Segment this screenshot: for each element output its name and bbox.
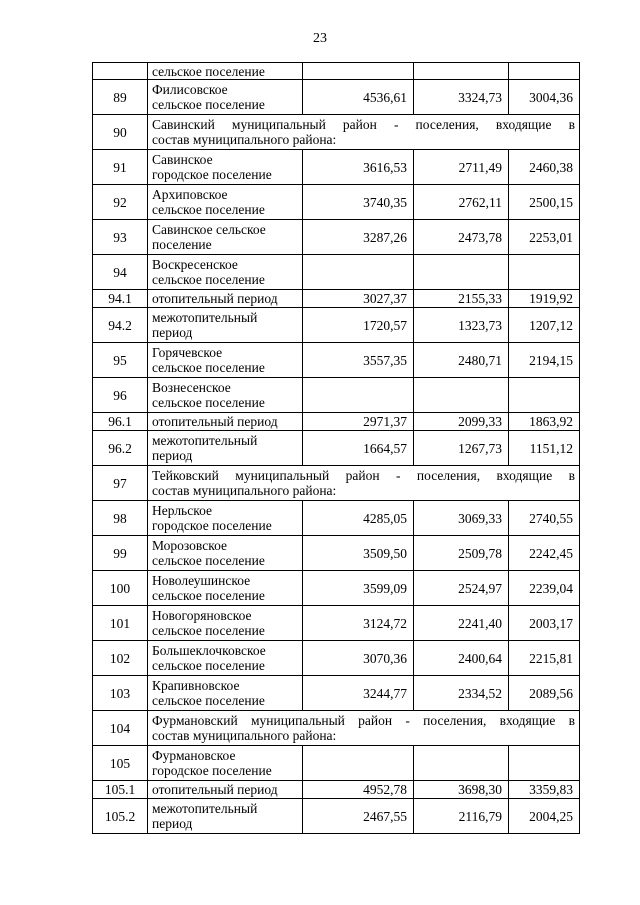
table-row <box>93 150 580 185</box>
row-number: 99 <box>93 536 148 571</box>
table-row <box>93 290 580 308</box>
value-cell-v3: 2004,25 <box>509 799 580 834</box>
row-number: 94.2 <box>93 308 148 343</box>
settlement-name-line: Крапивновское <box>152 678 240 693</box>
value-cell-v1: 2467,55 <box>303 799 414 834</box>
table-row <box>93 308 580 343</box>
value-cell-v1: 2971,37 <box>303 413 414 431</box>
row-number: 89 <box>93 80 148 115</box>
value-cell-v2: 2400,64 <box>414 641 509 676</box>
settlement-name-line: сельское поселение <box>152 395 265 410</box>
value-cell-v1: 4952,78 <box>303 781 414 799</box>
district-heading <box>148 711 580 746</box>
table-row <box>93 63 580 80</box>
value-cell-v3: 2215,81 <box>509 641 580 676</box>
settlement-name-line: городское поселение <box>152 518 272 533</box>
settlement-name-line: сельское поселение <box>152 623 265 638</box>
table-row <box>93 746 580 781</box>
row-number: 105.2 <box>93 799 148 834</box>
table-row <box>93 501 580 536</box>
settlement-name <box>148 431 303 466</box>
value-cell-v3: 1919,92 <box>509 290 580 308</box>
value-cell-v3: 1151,12 <box>509 431 580 466</box>
value-cell-v2: 2241,40 <box>414 606 509 641</box>
value-cell-v2: 2155,33 <box>414 290 509 308</box>
settlement-name-line: Архиповское <box>152 187 228 202</box>
settlement-name-line: сельское поселение <box>152 588 265 603</box>
row-number: 105 <box>93 746 148 781</box>
value-cell-v3: 1863,92 <box>509 413 580 431</box>
row-number: 98 <box>93 501 148 536</box>
table-row <box>93 606 580 641</box>
row-number: 96 <box>93 378 148 413</box>
district-heading-line: состав муниципального района: <box>152 132 337 147</box>
district-heading <box>148 466 580 501</box>
settlement-name-line: городское поселение <box>152 763 272 778</box>
settlement-name-line: отопительный период <box>152 414 278 429</box>
table-row <box>93 711 580 746</box>
value-cell-v1 <box>303 63 414 80</box>
value-cell-v2 <box>414 63 509 80</box>
settlement-name <box>148 781 303 799</box>
value-cell-v1: 4536,61 <box>303 80 414 115</box>
settlement-name-line: сельское поселение <box>152 202 265 217</box>
settlement-name-line: Нерльское <box>152 503 212 518</box>
settlement-name <box>148 220 303 255</box>
settlement-name-line: Фурмановское <box>152 748 236 763</box>
settlement-name <box>148 255 303 290</box>
settlement-name <box>148 571 303 606</box>
row-number: 91 <box>93 150 148 185</box>
settlement-name <box>148 606 303 641</box>
settlement-name-line: межотопительный <box>152 310 258 325</box>
settlement-name-line: Морозовское <box>152 538 227 553</box>
value-cell-v2 <box>414 746 509 781</box>
settlement-name-line: Савинское сельское <box>152 222 266 237</box>
settlement-name <box>148 799 303 834</box>
value-cell-v2: 2480,71 <box>414 343 509 378</box>
settlement-name-line: сельское поселение <box>152 360 265 375</box>
settlement-name <box>148 63 303 80</box>
value-cell-v2: 2524,97 <box>414 571 509 606</box>
value-cell-v3: 2089,56 <box>509 676 580 711</box>
value-cell-v3: 3359,83 <box>509 781 580 799</box>
value-cell-v2: 3069,33 <box>414 501 509 536</box>
settlement-name-line: межотопительный <box>152 433 258 448</box>
value-cell-v1: 3599,09 <box>303 571 414 606</box>
table-row <box>93 220 580 255</box>
settlement-name <box>148 80 303 115</box>
settlement-name-line: сельское поселение <box>152 63 265 79</box>
row-number: 92 <box>93 185 148 220</box>
value-cell-v3: 1207,12 <box>509 308 580 343</box>
value-cell-v2: 2116,79 <box>414 799 509 834</box>
tariff-table <box>92 62 580 834</box>
value-cell-v1: 3616,53 <box>303 150 414 185</box>
table-row <box>93 571 580 606</box>
value-cell-v2: 1267,73 <box>414 431 509 466</box>
settlement-name-line: отопительный период <box>152 782 278 797</box>
settlement-name-line: период <box>152 325 193 340</box>
value-cell-v2: 2473,78 <box>414 220 509 255</box>
row-number <box>93 63 148 80</box>
value-cell-v1: 3124,72 <box>303 606 414 641</box>
value-cell-v1: 4285,05 <box>303 501 414 536</box>
row-number: 100 <box>93 571 148 606</box>
table-row <box>93 80 580 115</box>
row-number: 104 <box>93 711 148 746</box>
table-row <box>93 536 580 571</box>
value-cell-v1: 3070,36 <box>303 641 414 676</box>
settlement-name-line: Большеклочковское <box>152 643 266 658</box>
value-cell-v3 <box>509 378 580 413</box>
value-cell-v1 <box>303 746 414 781</box>
settlement-name-line: Новолеушинское <box>152 573 251 588</box>
settlement-name-line: сельское поселение <box>152 693 265 708</box>
settlement-name <box>148 501 303 536</box>
row-number: 96.1 <box>93 413 148 431</box>
district-heading-line: состав муниципального района: <box>152 728 337 743</box>
value-cell-v3: 2253,01 <box>509 220 580 255</box>
value-cell-v2: 2711,49 <box>414 150 509 185</box>
row-number: 90 <box>93 115 148 150</box>
row-number: 103 <box>93 676 148 711</box>
value-cell-v1: 3244,77 <box>303 676 414 711</box>
table-row <box>93 115 580 150</box>
value-cell-v1 <box>303 255 414 290</box>
settlement-name <box>148 676 303 711</box>
value-cell-v3: 2003,17 <box>509 606 580 641</box>
value-cell-v1 <box>303 378 414 413</box>
district-heading-line: Тейковский муниципальный район - поселения, входящие в <box>152 468 575 483</box>
settlement-name-line: период <box>152 448 193 463</box>
settlement-name-line: Вознесенское <box>152 380 231 395</box>
value-cell-v3 <box>509 746 580 781</box>
value-cell-v2: 2762,11 <box>414 185 509 220</box>
row-number: 105.1 <box>93 781 148 799</box>
value-cell-v2 <box>414 255 509 290</box>
table-row <box>93 676 580 711</box>
table-row <box>93 378 580 413</box>
row-number: 96.2 <box>93 431 148 466</box>
value-cell-v1: 3740,35 <box>303 185 414 220</box>
settlement-name <box>148 150 303 185</box>
settlement-name-line: период <box>152 816 193 831</box>
value-cell-v1: 1720,57 <box>303 308 414 343</box>
page-number: 23 <box>313 31 327 46</box>
value-cell-v1: 3287,26 <box>303 220 414 255</box>
settlement-name <box>148 343 303 378</box>
settlement-name-line: городское поселение <box>152 167 272 182</box>
value-cell-v1: 3027,37 <box>303 290 414 308</box>
settlement-name-line: Горячевское <box>152 345 223 360</box>
settlement-name-line: сельское поселение <box>152 272 265 287</box>
table-row <box>93 343 580 378</box>
settlement-name <box>148 185 303 220</box>
value-cell-v3: 2242,45 <box>509 536 580 571</box>
row-number: 94 <box>93 255 148 290</box>
value-cell-v3: 2740,55 <box>509 501 580 536</box>
value-cell-v3: 3004,36 <box>509 80 580 115</box>
value-cell-v2: 1323,73 <box>414 308 509 343</box>
district-heading <box>148 115 580 150</box>
value-cell-v2: 3698,30 <box>414 781 509 799</box>
settlement-name-line: Савинское <box>152 152 213 167</box>
settlement-name-line: сельское поселение <box>152 553 265 568</box>
settlement-name-line: отопительный период <box>152 291 278 306</box>
row-number: 97 <box>93 466 148 501</box>
value-cell-v2: 3324,73 <box>414 80 509 115</box>
district-heading-line: Фурмановский муниципальный район - поселения, входящие в <box>152 713 575 728</box>
value-cell-v1: 1664,57 <box>303 431 414 466</box>
row-number: 93 <box>93 220 148 255</box>
table-row <box>93 185 580 220</box>
settlement-name-line: поселение <box>152 237 212 252</box>
table-row <box>93 466 580 501</box>
value-cell-v2: 2334,52 <box>414 676 509 711</box>
settlement-name <box>148 641 303 676</box>
value-cell-v3 <box>509 63 580 80</box>
value-cell-v2: 2509,78 <box>414 536 509 571</box>
value-cell-v1: 3557,35 <box>303 343 414 378</box>
table-row <box>93 255 580 290</box>
settlement-name <box>148 413 303 431</box>
row-number: 102 <box>93 641 148 676</box>
settlement-name-line: межотопительный <box>152 801 258 816</box>
district-heading-line: состав муниципального района: <box>152 483 337 498</box>
value-cell-v3: 2239,04 <box>509 571 580 606</box>
settlement-name-line: сельское поселение <box>152 658 265 673</box>
settlement-name <box>148 378 303 413</box>
value-cell-v3: 2460,38 <box>509 150 580 185</box>
table-row <box>93 413 580 431</box>
table-row <box>93 431 580 466</box>
table-row <box>93 781 580 799</box>
value-cell-v3: 2500,15 <box>509 185 580 220</box>
settlement-name <box>148 308 303 343</box>
settlement-name-line: Воскресенское <box>152 257 238 272</box>
settlement-name <box>148 290 303 308</box>
settlement-name-line: сельское поселение <box>152 97 265 112</box>
district-heading-line: Савинский муниципальный район - поселения, входящие в <box>152 117 575 132</box>
value-cell-v3: 2194,15 <box>509 343 580 378</box>
row-number: 94.1 <box>93 290 148 308</box>
value-cell-v1: 3509,50 <box>303 536 414 571</box>
table-row <box>93 641 580 676</box>
settlement-name-line: Филисовское <box>152 82 228 97</box>
row-number: 101 <box>93 606 148 641</box>
table-row <box>93 799 580 834</box>
row-number: 95 <box>93 343 148 378</box>
value-cell-v3 <box>509 255 580 290</box>
settlement-name-line: Новогоряновское <box>152 608 252 623</box>
settlement-name <box>148 536 303 571</box>
value-cell-v2 <box>414 378 509 413</box>
value-cell-v2: 2099,33 <box>414 413 509 431</box>
settlement-name <box>148 746 303 781</box>
